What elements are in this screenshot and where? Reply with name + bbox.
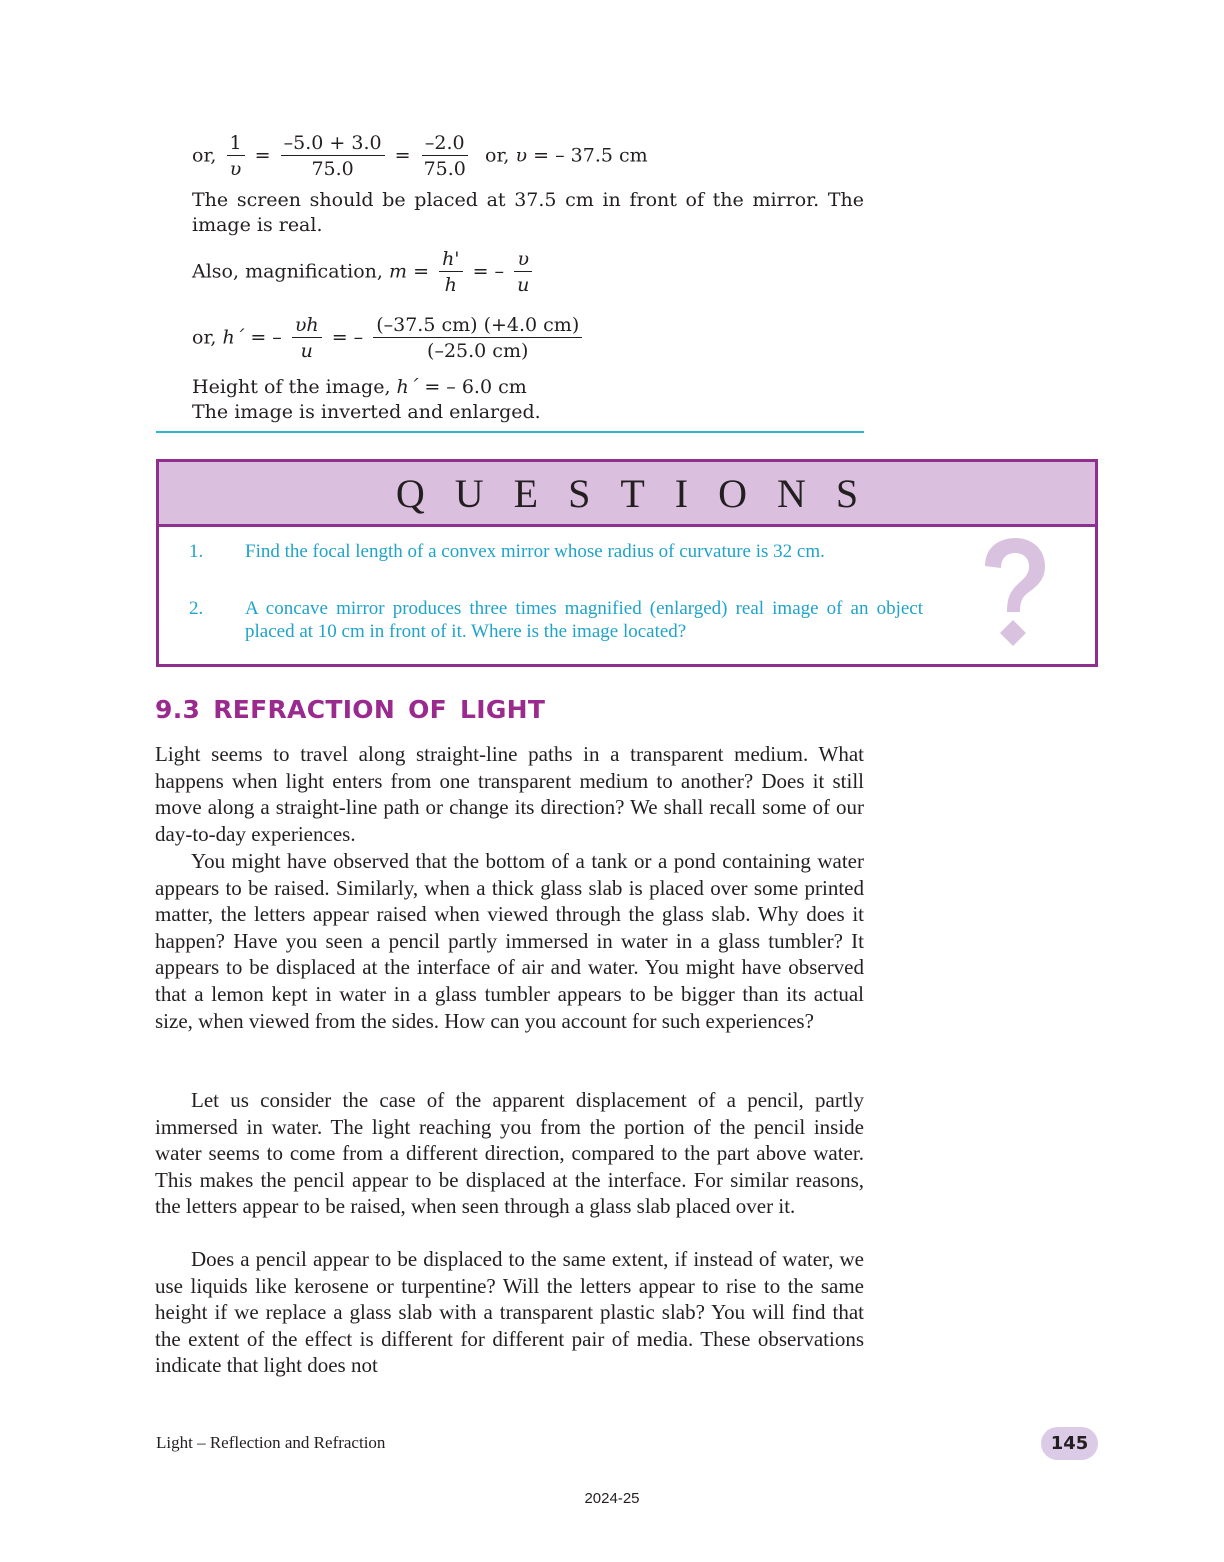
height-result [192,375,527,400]
equation-prefix: or, [192,144,217,167]
question-mark-icon [979,536,1049,652]
fraction-numeric [373,314,582,363]
variable-v: υ [515,144,528,167]
denominator: u [300,340,313,362]
equation-prefix: Also, magnification, [192,260,383,283]
equation-prefix: or, [192,326,217,349]
chapter-title-footer: Light – Reflection and Refraction [156,1433,386,1452]
fraction-sum [281,132,385,181]
edition-year: 2024-25 [584,1490,640,1507]
equals-sign: = [394,144,411,167]
denominator: 75.0 [423,158,466,180]
equation-or: or, [485,144,510,167]
question-text: A concave mirror produces three times magnified (enlarged) real image of an object placed at 10 cm in front of it. Where is the image located? [245,598,923,642]
question-number: 2. [189,598,204,619]
question-text: Find the focal length of a convex mirror whose radius of curvature is 32 cm. [245,541,825,562]
fraction-one-over-v [227,132,245,181]
page-number: 145 [1050,1433,1089,1454]
section-heading: 9.3 REFRACTION OF LIGHT [155,695,546,724]
numerator: –2.0 [422,132,468,156]
fraction-vh-over-u [292,314,322,363]
numerator: –5.0 + 3.0 [281,132,385,156]
denominator: 75.0 [311,158,354,180]
variable-m: m [389,260,408,283]
questions-box [156,459,1098,667]
paragraph-1: Light seems to travel along straight-line paths in a transparent medium. What happens when light enters from one transparent medium to another? Does it still move along a straight-line path or change its direction? We shall recall some of our day-to-day experiences. [155,742,864,846]
denominator: (–25.0 cm) [427,340,529,362]
v-value: = – 37.5 cm [533,144,648,167]
example-end-divider [156,431,864,433]
question-number: 1. [189,541,204,562]
numerator: (–37.5 cm) (+4.0 cm) [373,314,582,338]
equals-minus: = – [250,326,282,349]
fraction-result [421,132,469,181]
equals-minus: = – [472,260,505,283]
equals-sign: = [254,144,271,167]
questions-title: QUESTIONS [395,471,889,516]
denominator: h [444,274,457,296]
equation-lens-distance [192,132,648,181]
equation-magnification [192,248,536,297]
denominator: u [517,274,530,296]
fraction-h-ratio [439,248,462,297]
screen-statement: The screen should be placed at 37.5 cm in front of the mirror. The image is real. [192,189,864,236]
variable-h-prime: h´ [222,326,245,349]
denominator: υ [229,158,242,180]
equals-minus: = – [331,326,364,349]
numerator: υh [292,314,322,338]
paragraph-4: Does a pencil appear to be displaced to the same extent, if instead of water, we use liquids like kerosene or turpentine? Will the letters appear to rise to the same height if we replace a glass slab with a transparent plastic slab? You will find that the extent of the effect is different for different pair of media. These observations indicate that light does not [155,1247,864,1378]
numerator: υ [514,248,532,272]
height-result-value: = – 6.0 cm [424,376,527,398]
height-result-label: Height of the image, [192,376,391,398]
paragraph-3: Let us consider the case of the apparent displacement of a pencil, partly immersed in water. The light reaching you from the portion of the pencil inside water seems to come from a different direction, compared to the part above water. This makes the pencil appear to be displaced at the interface. For similar reasons, the letters appear to be raised, when seen through a glass slab placed over it. [155,1088,864,1219]
fraction-v-over-u [514,248,532,297]
numerator: h' [439,248,462,272]
questions-header [159,462,1095,527]
equals-sign: = [413,260,430,283]
numerator: 1 [227,132,245,156]
variable-h-prime: h´ [396,376,419,398]
paragraph-2: You might have observed that the bottom of a tank or a pond containing water appears to be raised. Similarly, when a thick glass slab is placed over some printed matter, the letters appear raised when viewed through the glass slab. Why does it happen? Have you seen a pencil partly immersed in water in a glass tumbler? It appears to be displaced at the interface of air and water. You might have observed that a lemon kept in water in a glass tumbler appears to be bigger than its actual size, when viewed from the sides. How can you account for such experiences? [155,849,864,1033]
image-conclusion: The image is inverted and enlarged. [192,401,541,423]
equation-image-height [192,314,586,363]
page-number-badge [1041,1427,1098,1460]
